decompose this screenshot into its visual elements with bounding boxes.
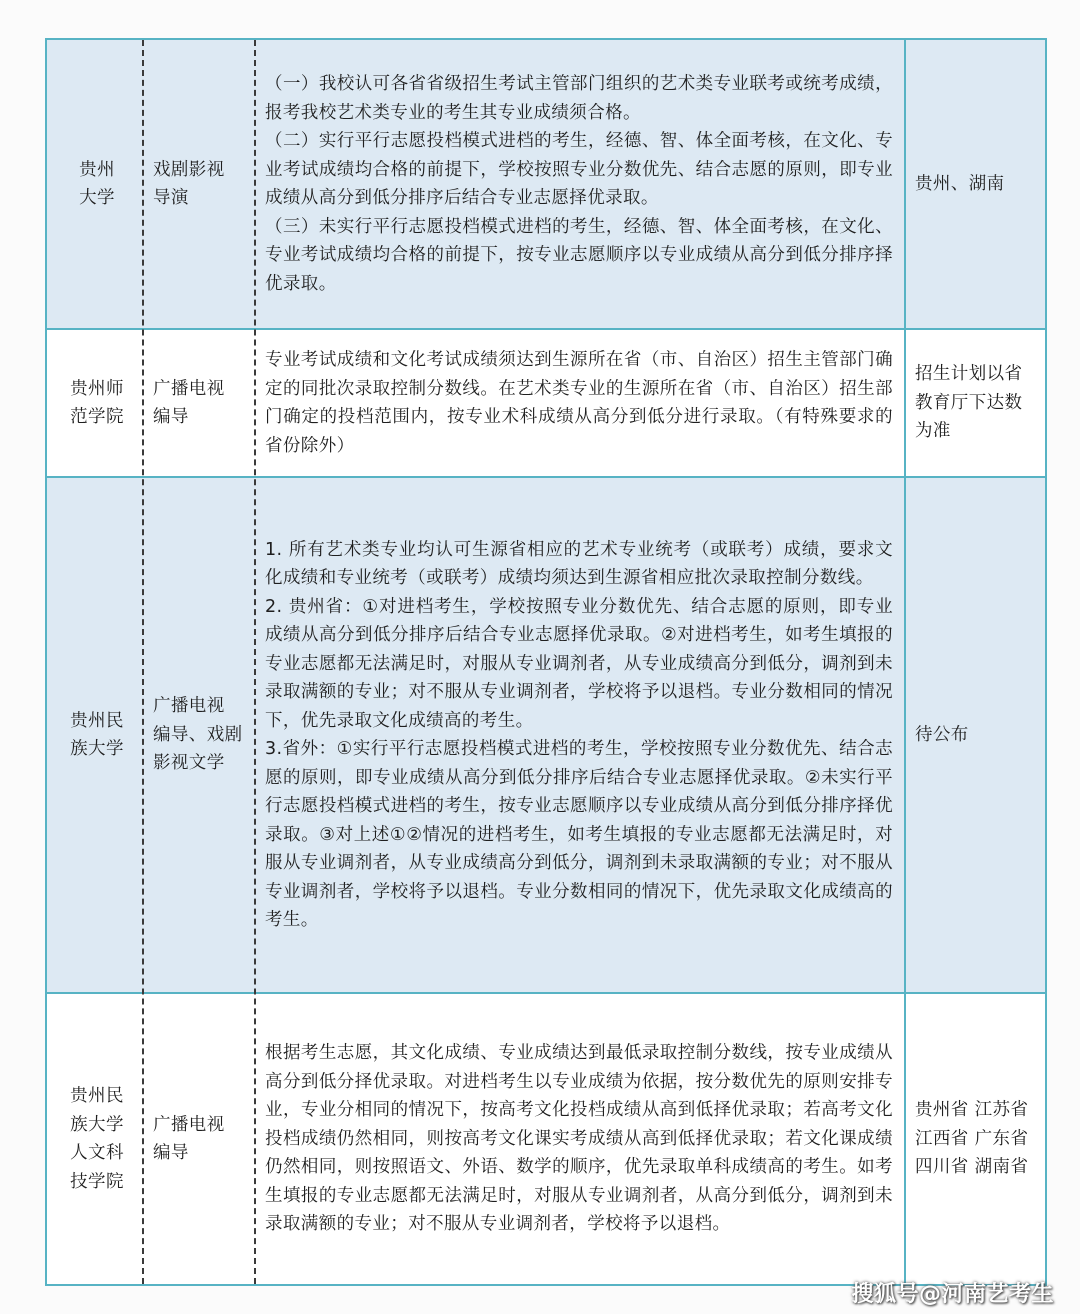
major-cell: [143, 40, 255, 328]
rule-paragraph: 3.省外：①实行平行志愿投档模式进档的考生，学校按照专业分数优先、结合志愿的原则，即专业成绩从高分到低分排序后结合专业志愿择优录取。②未实行平行志愿投档模式进档的考生，按专业志愿顺序以专业成绩从高分到低分排序择优录取。③对上述①②情况的进档考生，如考生填报的专业志愿都无法满足时，对服从专业调剂者，从专业成绩高分到低分，调剂到未录取满额的专业；对不服从专业调剂者，学校将予以退档。专业分数相同的情况下，优先录取文化成绩高的考生。: [265, 739, 893, 930]
rule-paragraph: （二）实行平行志愿投档模式进档的考生，经德、智、体全面考核，在文化、专业考试成绩均合格的前提下，学校按照专业分数优先、结合志愿的原则，即专业成绩从高分到低分排序后结合专业志愿择优录取。: [265, 131, 893, 208]
major-cell: [143, 478, 255, 992]
rule-paragraph: 1. 所有艺术类专业均认可生源省相应的艺术专业统考（或联考）成绩，要求文化成绩和专业统考（或联考）成绩均须达到生源省相应批次录取控制分数线。: [265, 539, 893, 588]
watermark: 搜狐号@河南艺考生: [851, 1282, 1054, 1307]
column-divider: [904, 40, 906, 1284]
school-name: 贵州民 族大学: [70, 710, 124, 759]
major-cell: [143, 330, 255, 476]
region-text: 待公布: [915, 724, 969, 745]
major-cell: [143, 994, 255, 1284]
rule-cell: [255, 478, 903, 992]
region-cell: [905, 994, 1045, 1284]
table-row: [47, 40, 1045, 328]
region-cell: [905, 478, 1045, 992]
school-name: 贵州师 范学院: [70, 378, 124, 427]
row-divider: [47, 992, 1045, 994]
school-cell: [47, 478, 143, 992]
table-row: [47, 994, 1045, 1284]
school-cell: [47, 40, 143, 328]
admission-table: [45, 38, 1047, 1286]
rule-paragraph: 根据考生志愿，其文化成绩、专业成绩达到最低录取控制分数线，按专业成绩从高分到低分择优录取。对进档考生以专业成绩为依据，按分数优先的原则安排专业，专业分相同的情况下，按高考文化投档成绩从高到低择优录取；若高考文化投档成绩仍然相同，则按高考文化课实考成绩从高到低择优录取；若文化课成绩仍然相同，则按照语文、外语、数学的顺序，优先录取单科成绩高的考生。如考生填报的专业志愿都无法满足时，对服从专业调剂者，从高分到低分，调剂到未录取满额的专业；对不服从专业调剂者，学校将予以退档。: [265, 1043, 893, 1235]
rule-paragraph: （三）未实行平行志愿投档模式进档的考生，经德、智、体全面考核，在文化、专业考试成绩均合格的前提下，按专业志愿顺序以专业成绩从高分到低分排序择优录取。: [265, 216, 893, 294]
rule-paragraph: （一）我校认可各省省级招生考试主管部门组织的艺术类专业联考或统考成绩，报考我校艺术类专业的考生其专业成绩须合格。: [265, 74, 893, 123]
major-name: 广播电视 编导、戏剧 影视文学: [153, 696, 243, 774]
region-cell: [905, 40, 1045, 328]
school-cell: [47, 994, 143, 1284]
school-cell: [47, 330, 143, 476]
region-text: 招生计划以省教育厅下达数为准: [915, 364, 1023, 442]
table-row: [47, 330, 1045, 476]
rule-paragraph: 2. 贵州省：①对进档考生，学校按照专业分数优先、结合志愿的原则，即专业成绩从高分到低分排序后结合专业志愿择优录取。②对进档考生，如考生填报的专业志愿都无法满足时，对服从专业调剂者，从专业成绩高分到低分，调剂到未录取满额的专业；对不服从专业调剂者，学校将予以退档。专业分数相同的情况下，优先录取文化成绩高的考生。: [265, 596, 893, 731]
row-divider: [47, 476, 1045, 478]
region-text: 贵州、湖南: [915, 173, 1005, 194]
column-divider: [254, 40, 256, 1284]
region-cell: [905, 330, 1045, 476]
major-name: 广播电视 编导: [153, 1114, 225, 1163]
major-name: 戏剧影视 导演: [153, 159, 225, 208]
rule-paragraph: 专业考试成绩和文化考试成绩须达到生源所在省（市、自治区）招生主管部门确定的同批次录取控制分数线。在艺术类专业的生源所在省（市、自治区）招生部门确定的投档范围内，按专业术科成绩从高分到低分进行录取。（有特殊要求的省份除外）: [265, 350, 893, 456]
rule-cell: [255, 330, 903, 476]
region-text: 贵州省 江苏省 江西省 广东省 四川省 湖南省: [915, 1100, 1029, 1178]
row-divider: [47, 328, 1045, 330]
school-name: 贵州 大学: [79, 159, 115, 208]
school-name: 贵州民 族大学 人文科 技学院: [70, 1086, 124, 1192]
rule-cell: [255, 994, 903, 1284]
major-name: 广播电视 编导: [153, 378, 225, 427]
table-row: [47, 478, 1045, 992]
rule-cell: [255, 40, 903, 328]
column-divider: [142, 40, 144, 1284]
